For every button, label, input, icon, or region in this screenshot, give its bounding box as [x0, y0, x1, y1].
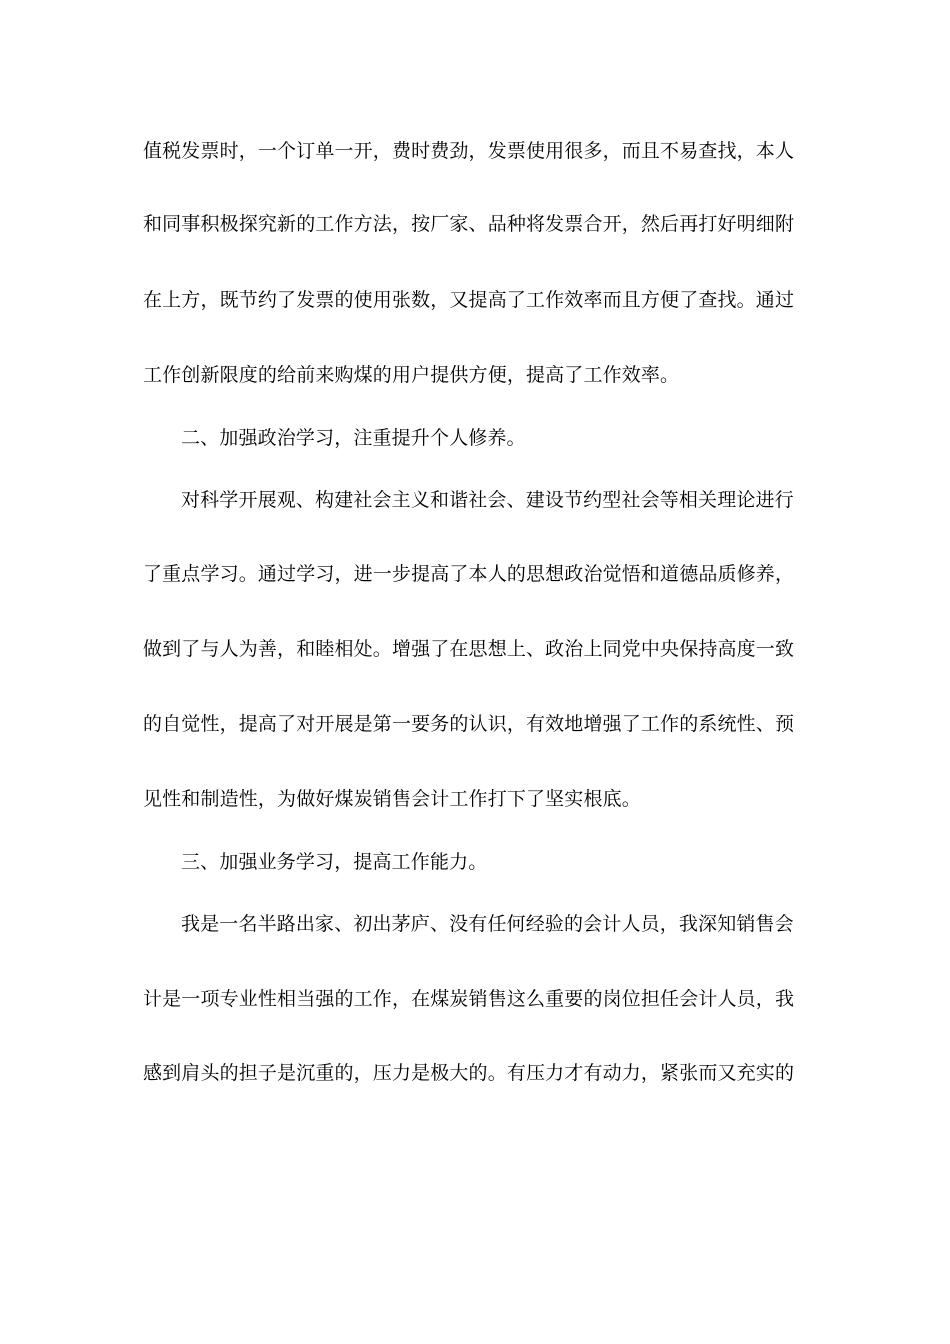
paragraph-line: 见性和制造性，为做好煤炭销售会计工作打下了坚实根底。	[143, 788, 641, 810]
paragraph-line: 了重点学习。通过学习，进一步提高了本人的思想政治觉悟和道德品质修养，	[143, 563, 795, 585]
paragraph-line: 工作创新限度的给前来购煤的用户提供方便，提高了工作效率。	[143, 364, 680, 386]
paragraph-line: 对科学开展观、构建社会主义和谐社会、建设节约型社会等相关理论进行	[181, 489, 794, 511]
paragraph-line: 在上方，既节约了发票的使用张数，又提高了工作效率而且方便了查找。通过	[143, 289, 795, 311]
paragraph-line: 的自觉性，提高了对开展是第一要务的认识，有效地增强了工作的系统性、预	[143, 713, 795, 735]
section-heading: 二、加强政治学习，注重提升个人修养。	[181, 427, 526, 449]
paragraph-line: 值税发票时，一个订单一开，费时费劲，发票使用很多，而且不易查找，本人	[143, 140, 795, 162]
paragraph-line: 和同事积极探究新的工作方法，按厂家、品种将发票合开，然后再打好明细附	[143, 213, 795, 235]
paragraph-line: 做到了与人为善，和睦相处。增强了在思想上、政治上同党中央保持高度一致	[143, 638, 795, 660]
section-heading: 三、加强业务学习，提高工作能力。	[181, 851, 488, 873]
paragraph-line: 计是一项专业性相当强的工作，在煤炭销售这么重要的岗位担任会计人员，我	[143, 988, 795, 1010]
paragraph-line: 我是一名半路出家、初出茅庐、没有任何经验的会计人员，我深知销售会	[181, 913, 794, 935]
paragraph-line: 感到肩头的担子是沉重的，压力是极大的。有压力才有动力，紧张而又充实的	[143, 1062, 795, 1084]
